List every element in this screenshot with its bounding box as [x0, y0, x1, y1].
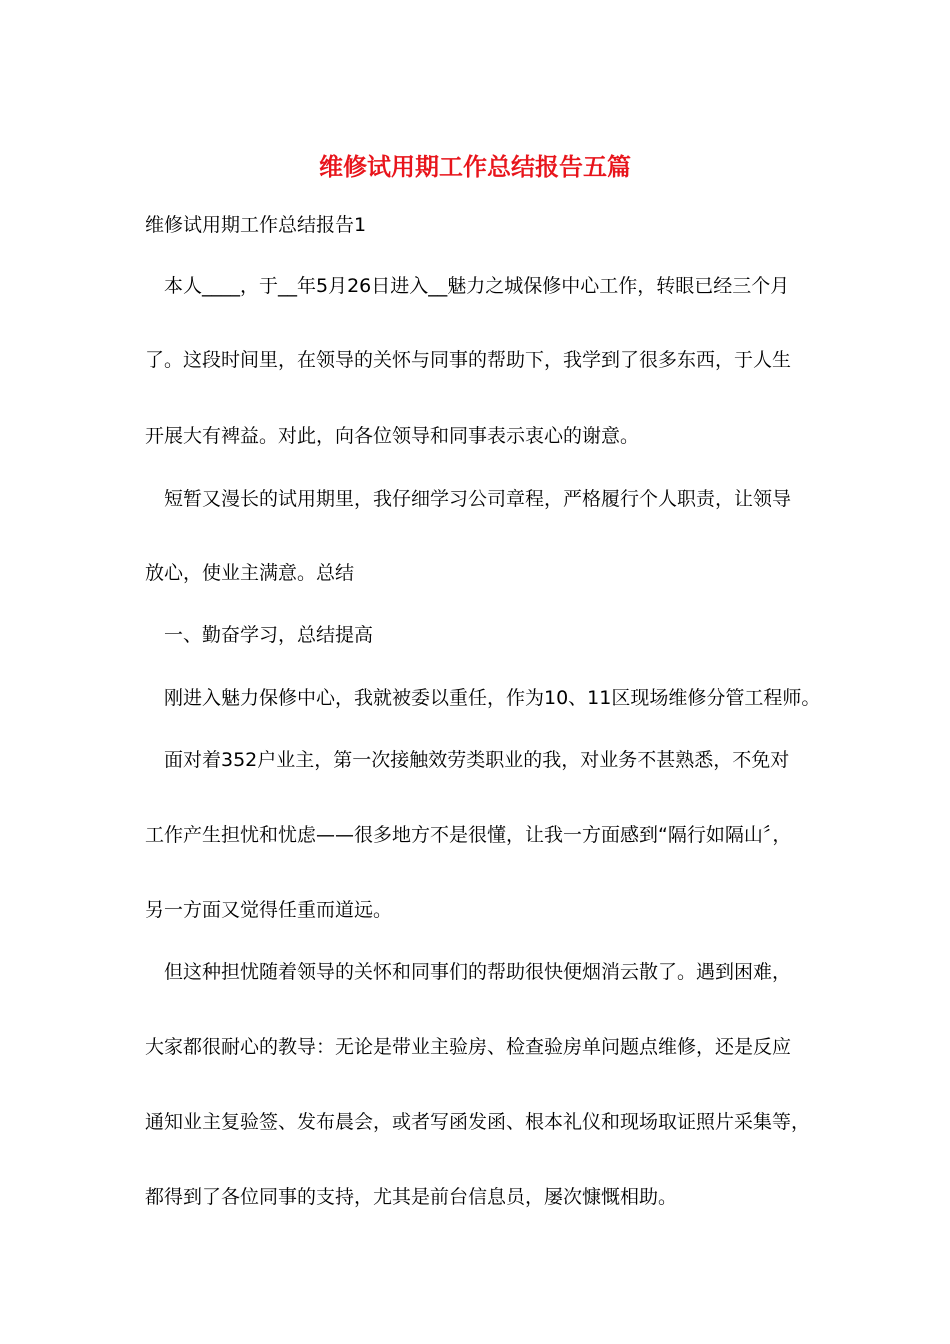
- paragraph-line: 都得到了各位同事的支持，尤其是前台信息员，屡次慷慨相助。: [145, 1186, 678, 1208]
- paragraph-line: 面对着352户业主，第一次接触效劳类职业的我，对业务不甚熟悉，不免对: [164, 749, 790, 771]
- paragraph-line: 但这种担忧随着领导的关怀和同事们的帮助很快便烟消云散了。遇到困难，: [164, 961, 792, 983]
- subheading: 一、勤奋学习，总结提高: [164, 624, 374, 646]
- paragraph-line: 短暂又漫长的试用期里，我仔细学习公司章程，严格履行个人职责，让领导: [164, 488, 792, 510]
- paragraph-line: 通知业主复验签、发布晨会，或者写函发函、根本礼仪和现场取证照片采集等，: [145, 1111, 811, 1133]
- paragraph-line: 大家都很耐心的教导：无论是带业主验房、检查验房单问题点维修，还是反应: [145, 1036, 792, 1058]
- paragraph-line: 了。这段时间里，在领导的关怀与同事的帮助下，我学到了很多东西，于人生: [145, 349, 792, 371]
- paragraph-line: 放心，使业主满意。总结: [145, 562, 355, 584]
- paragraph-line: 刚进入魅力保修中心，我就被委以重任，作为10、11区现场维修分管工程师。: [164, 687, 821, 709]
- document-title: 维修试用期工作总结报告五篇: [319, 152, 631, 181]
- paragraph-line: 另一方面又觉得任重而道远。: [145, 899, 393, 921]
- paragraph-line: 工作产生担忧和忧虑——很多地方不是很懂，让我一方面感到“隔行如隔山〞，: [145, 824, 792, 846]
- section-heading: 维修试用期工作总结报告1: [145, 214, 367, 236]
- paragraph-line: 本人____，于__年5月26日进入__魅力之城保修中心工作，转眼已经三个月: [164, 275, 790, 297]
- paragraph-line: 开展大有裨益。对此，向各位领导和同事表示衷心的谢意。: [145, 425, 640, 447]
